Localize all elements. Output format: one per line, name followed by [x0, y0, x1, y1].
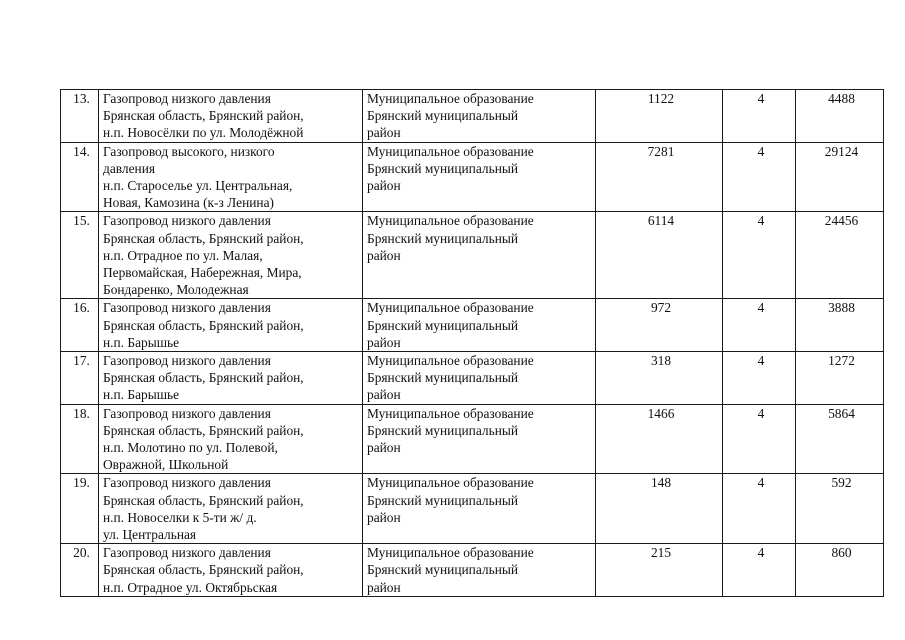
owner-cell-line: Муниципальное образование — [367, 405, 534, 421]
table-row — [61, 90, 884, 143]
object-name-cell-line: Брянская область, Брянский район, — [103, 230, 304, 246]
object-name-cell-line: Первомайская, Набережная, Мира, — [103, 265, 302, 281]
gas-pipeline-table — [60, 89, 884, 597]
object-name-cell-line: н.п. Новосёлки по ул. Молодёжной — [103, 125, 304, 141]
object-name-cell-line: давления — [103, 160, 156, 176]
object-name-cell-line: Газопровод низкого давления — [103, 300, 271, 316]
owner-cell-line: район — [367, 178, 401, 194]
table-body — [61, 90, 884, 597]
owner-cell — [363, 544, 596, 597]
owner-cell-line: район — [367, 247, 401, 263]
row-number-cell: 19. — [61, 474, 99, 544]
owner-cell — [363, 299, 596, 352]
length-cell: 6114 — [596, 212, 723, 299]
row-number-cell: 18. — [61, 404, 99, 474]
object-name-cell-line: Газопровод низкого давления — [103, 91, 271, 106]
object-name-cell-line: Брянская область, Брянский район, — [103, 317, 304, 333]
table-row — [61, 404, 884, 474]
object-name-cell-line: Газопровод низкого давления — [103, 213, 271, 229]
object-name-cell — [99, 299, 363, 352]
owner-cell-line: район — [367, 125, 401, 141]
length-cell: 215 — [596, 544, 723, 597]
owner-cell — [363, 404, 596, 474]
length-cell: 318 — [596, 352, 723, 405]
owner-cell — [363, 352, 596, 405]
owner-cell-line: Брянский муниципальный — [367, 160, 519, 176]
object-name-cell — [99, 90, 363, 143]
object-name-cell-line: Газопровод высокого, низкого — [103, 143, 275, 159]
table-row — [61, 299, 884, 352]
count-cell: 4 — [723, 142, 796, 212]
owner-cell — [363, 212, 596, 299]
owner-cell-line: Брянский муниципальный — [367, 230, 519, 246]
row-number-cell: 14. — [61, 142, 99, 212]
row-number-cell: 13. — [61, 90, 99, 143]
count-cell: 4 — [723, 90, 796, 143]
object-name-cell-line: н.п. Барышье — [103, 387, 180, 403]
owner-cell-line: район — [367, 579, 401, 595]
total-cell: 1272 — [796, 352, 884, 405]
row-number-cell: 17. — [61, 352, 99, 405]
owner-cell-line: Брянский муниципальный — [367, 370, 519, 386]
table-row — [61, 474, 884, 544]
object-name-cell — [99, 212, 363, 299]
count-cell: 4 — [723, 299, 796, 352]
count-cell: 4 — [723, 212, 796, 299]
object-name-cell-line: Овражной, Школьной — [103, 457, 229, 473]
object-name-cell-line: Брянская область, Брянский район, — [103, 492, 304, 508]
owner-cell-line: Муниципальное образование — [367, 300, 534, 316]
owner-cell-line: Брянский муниципальный — [367, 108, 519, 124]
object-name-cell-line: ул. Центральная — [103, 527, 197, 543]
object-name-cell-line: Газопровод низкого давления — [103, 475, 271, 491]
owner-cell-line: район — [367, 509, 401, 525]
owner-cell-line: Муниципальное образование — [367, 353, 534, 369]
total-cell: 592 — [796, 474, 884, 544]
table-row — [61, 212, 884, 299]
owner-cell-line: Муниципальное образование — [367, 91, 534, 106]
owner-cell-line: район — [367, 440, 401, 456]
owner-cell-line: Муниципальное образование — [367, 545, 534, 561]
object-name-cell-line: н.п. Молотино по ул. Полевой, — [103, 440, 278, 456]
total-cell: 860 — [796, 544, 884, 597]
owner-cell-line: Брянский муниципальный — [367, 492, 519, 508]
owner-cell-line: район — [367, 334, 401, 350]
object-name-cell-line: н.п. Новоселки к 5-ти ж/ д. — [103, 509, 257, 525]
length-cell: 972 — [596, 299, 723, 352]
object-name-cell-line: Бондаренко, Молодежная — [103, 282, 249, 298]
object-name-cell-line: Брянская область, Брянский район, — [103, 422, 304, 438]
table-row — [61, 142, 884, 212]
owner-cell — [363, 142, 596, 212]
total-cell: 29124 — [796, 142, 884, 212]
object-name-cell-line: Газопровод низкого давления — [103, 405, 271, 421]
object-name-cell-line: Брянская область, Брянский район, — [103, 370, 304, 386]
length-cell: 7281 — [596, 142, 723, 212]
owner-cell-line: район — [367, 387, 401, 403]
row-number-cell: 16. — [61, 299, 99, 352]
row-number-cell: 15. — [61, 212, 99, 299]
object-name-cell — [99, 142, 363, 212]
table-row — [61, 352, 884, 405]
object-name-cell-line: Брянская область, Брянский район, — [103, 108, 304, 124]
object-name-cell-line: Газопровод низкого давления — [103, 545, 271, 561]
owner-cell-line: Муниципальное образование — [367, 143, 534, 159]
owner-cell-line: Брянский муниципальный — [367, 422, 519, 438]
total-cell: 3888 — [796, 299, 884, 352]
object-name-cell — [99, 352, 363, 405]
length-cell: 1466 — [596, 404, 723, 474]
count-cell: 4 — [723, 544, 796, 597]
count-cell: 4 — [723, 352, 796, 405]
owner-cell — [363, 474, 596, 544]
object-name-cell-line: н.п. Отрадное по ул. Малая, — [103, 247, 263, 263]
object-name-cell-line: н.п. Староселье ул. Центральная, — [103, 178, 293, 194]
object-name-cell-line: н.п. Барышье — [103, 334, 180, 350]
count-cell: 4 — [723, 404, 796, 474]
object-name-cell — [99, 474, 363, 544]
object-name-cell — [99, 544, 363, 597]
object-name-cell — [99, 404, 363, 474]
count-cell: 4 — [723, 474, 796, 544]
owner-cell-line: Муниципальное образование — [367, 475, 534, 491]
object-name-cell-line: н.п. Отрадное ул. Октябрьская — [103, 579, 278, 595]
owner-cell-line: Брянский муниципальный — [367, 317, 519, 333]
total-cell: 24456 — [796, 212, 884, 299]
object-name-cell-line: Газопровод низкого давления — [103, 353, 271, 369]
table-row — [61, 544, 884, 597]
length-cell: 1122 — [596, 90, 723, 143]
owner-cell-line: Муниципальное образование — [367, 213, 534, 229]
total-cell: 4488 — [796, 90, 884, 143]
length-cell: 148 — [596, 474, 723, 544]
total-cell: 5864 — [796, 404, 884, 474]
object-name-cell-line: Брянская область, Брянский район, — [103, 562, 304, 578]
object-name-cell-line: Новая, Камозина (к-з Ленина) — [103, 195, 274, 211]
owner-cell — [363, 90, 596, 143]
owner-cell-line: Брянский муниципальный — [367, 562, 519, 578]
row-number-cell: 20. — [61, 544, 99, 597]
